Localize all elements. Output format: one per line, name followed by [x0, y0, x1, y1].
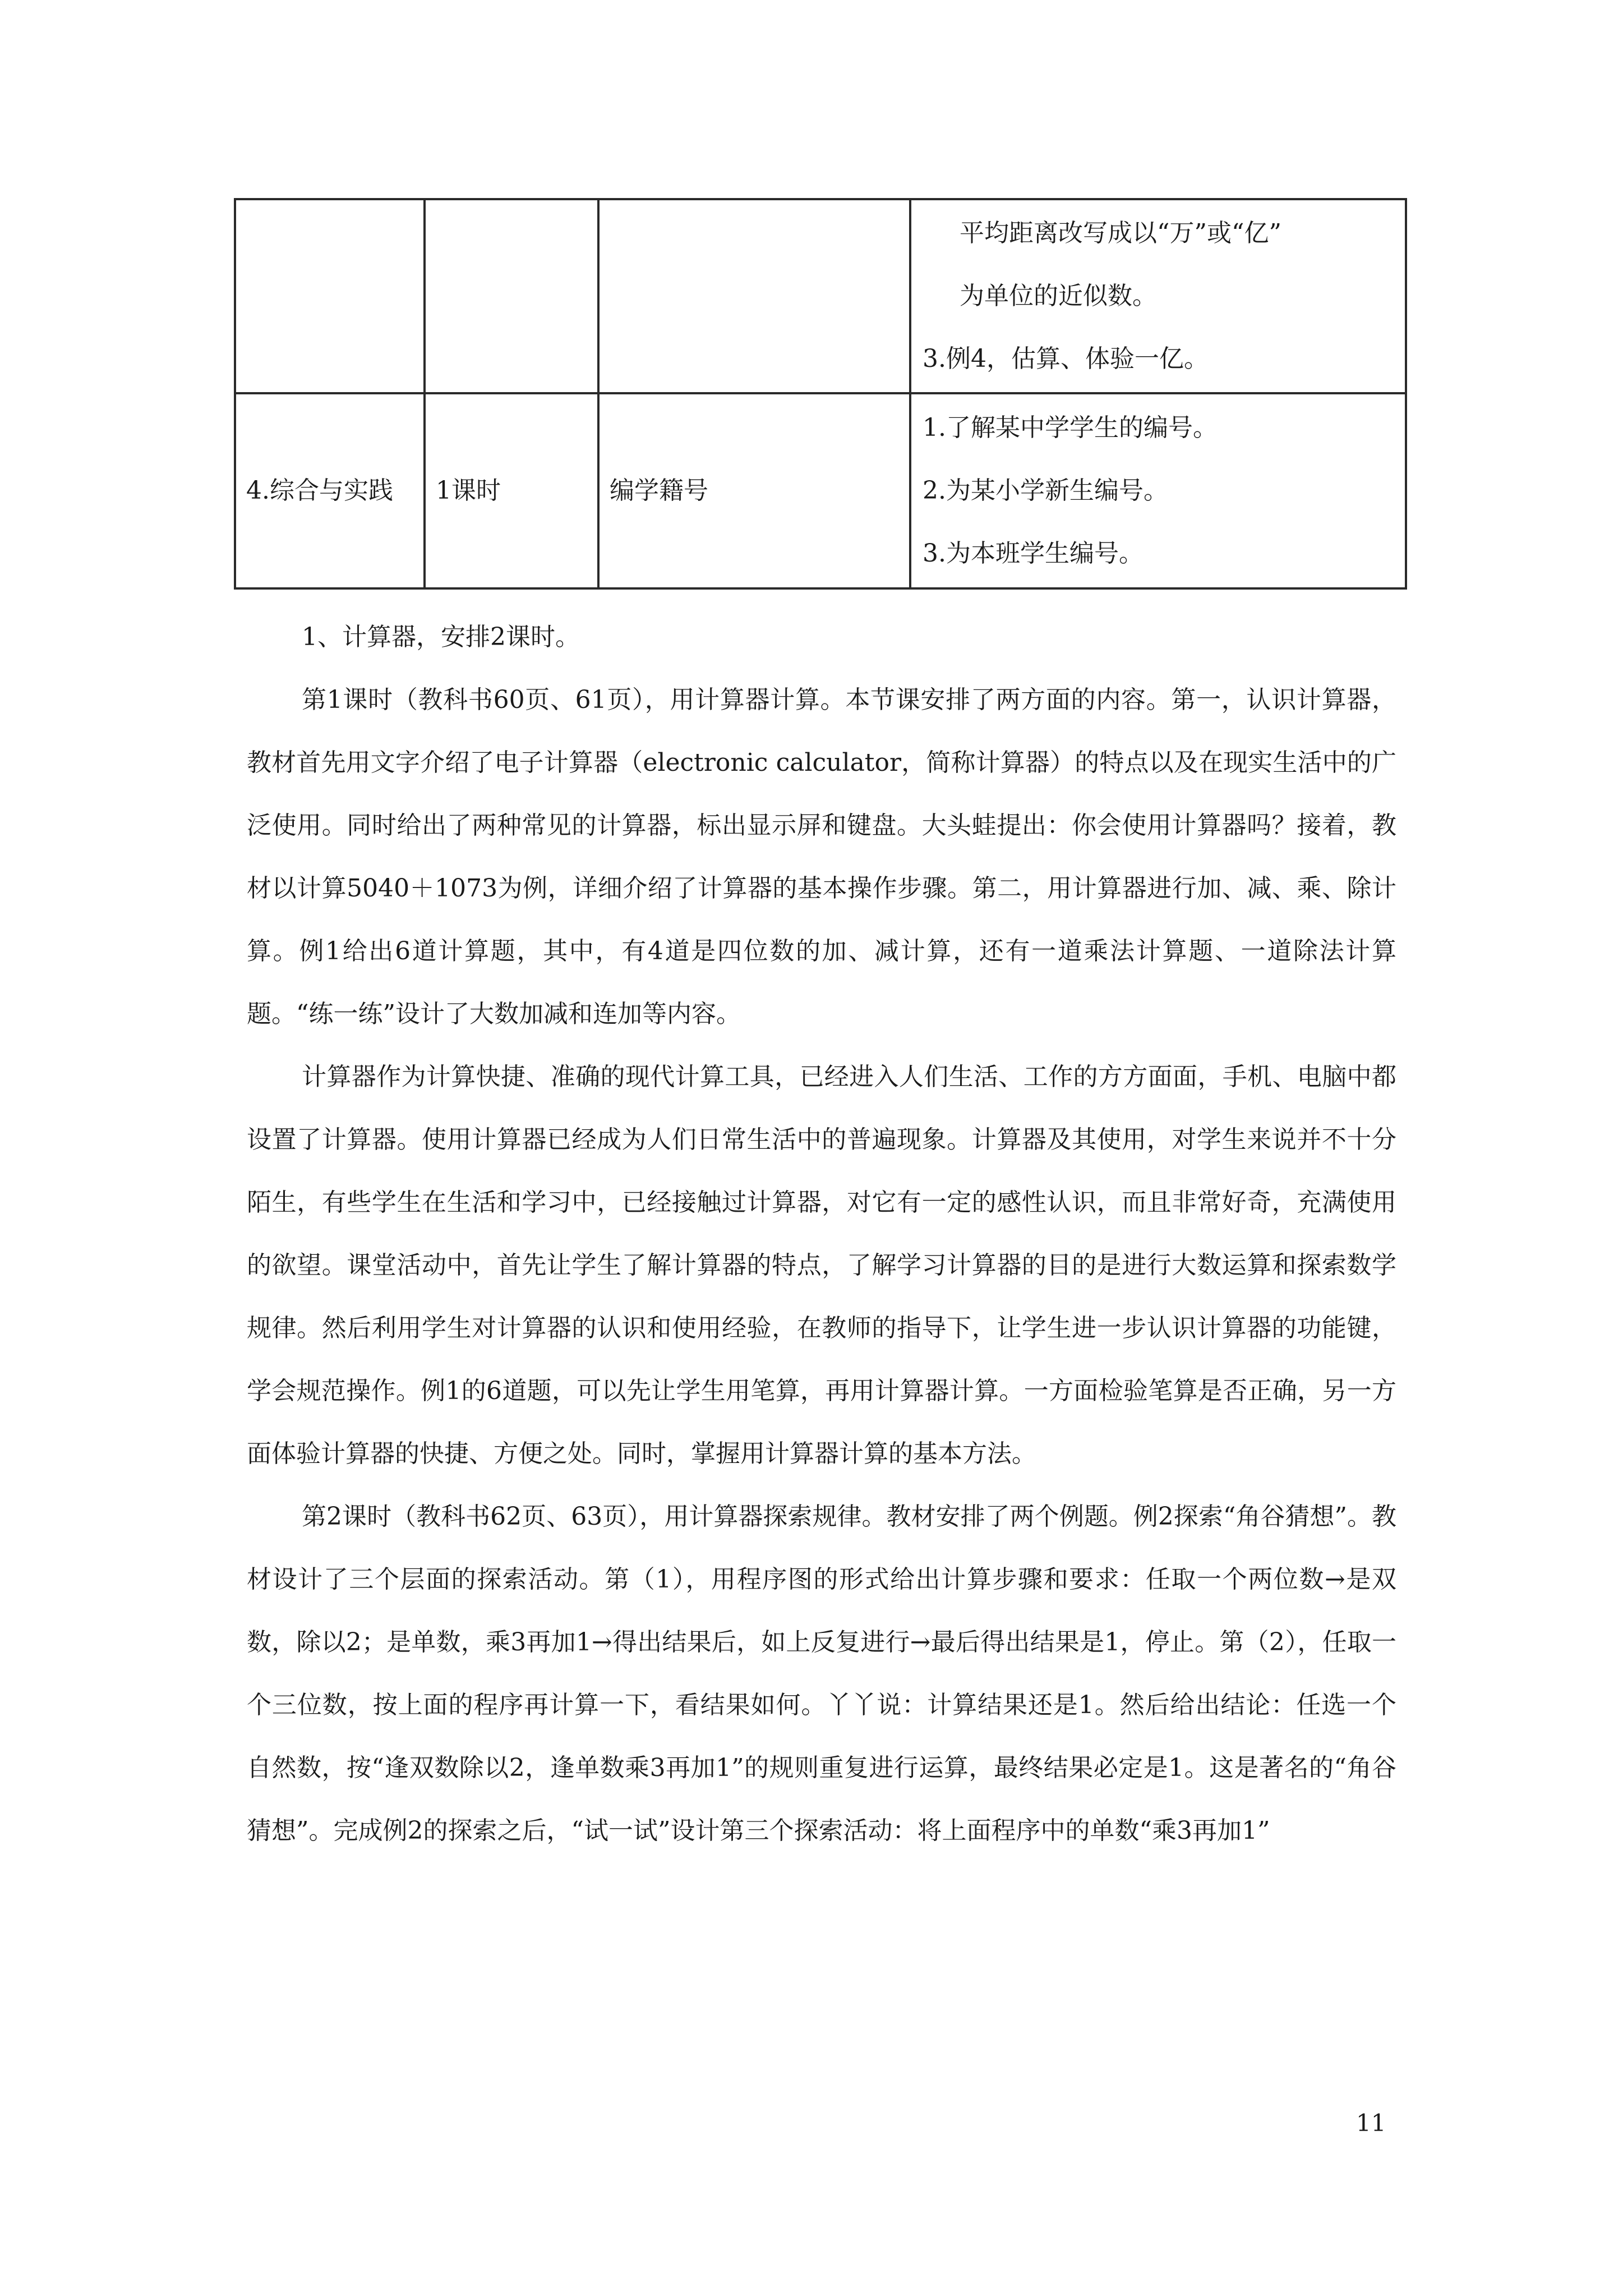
table-cell-content	[910, 199, 1406, 393]
content-line: 1.了解某中学学生的编号。	[923, 413, 1218, 442]
body-text	[247, 606, 1396, 1862]
table-cell-section: 4.综合与实践	[235, 393, 425, 588]
content-line: 3.例4，估算、体验一亿。	[923, 344, 1209, 373]
paragraph: 第2课时（教科书62页、63页），用计算器探索规律。教材安排了两个例题。例2探索“角谷猜想”。教材设计了三个层面的探索活动。第（1），用程序图的形式给出计算步骤和要求：任取一个两位数→是双数，除以2；是单数，乘3再加1→得出结果后，如上反复进行→最后得出结果是1，停止。第（2），任取一个三位数，按上面的程序再计算一下，看结果如何。丫丫说：计算结果还是1。然后给出结论：任选一个自然数，按“逢双数除以2，逢单数乘3再加1”的规则重复进行运算，最终结果必定是1。这是著名的“角谷猜想”。完成例2的探索之后，“试一试”设计第三个探索活动：将上面程序中的单数“乘3再加1”	[247, 1502, 1396, 1845]
paragraph: 计算器作为计算快捷、准确的现代计算工具，已经进入人们生活、工作的方方面面，手机、电脑中都设置了计算器。使用计算器已经成为人们日常生活中的普遍现象。计算器及其使用，对学生来说并不十分陌生，有些学生在生活和学习中，已经接触过计算器，对它有一定的感性认识，而且非常好奇，充满使用的欲望。课堂活动中，首先让学生了解计算器的特点，了解学习计算器的目的是进行大数运算和探索数学规律。然后利用学生对计算器的认识和使用经验，在教师的指导下，让学生进一步认识计算器的功能键，学会规范操作。例1的6道题，可以先让学生用笔算，再用计算器计算。一方面检验笔算是否正确，另一方面体验计算器的快捷、方便之处。同时，掌握用计算器计算的基本方法。	[247, 1062, 1396, 1468]
table-cell-hours	[425, 199, 598, 393]
content-line: 平均距离改写成以“万”或“亿”	[960, 219, 1281, 247]
table-cell-hours: 1课时	[425, 393, 598, 588]
content-line: 为单位的近似数。	[960, 282, 1157, 310]
table-row	[235, 199, 1406, 393]
table-cell-topic	[598, 199, 910, 393]
lesson-plan-table	[234, 198, 1407, 590]
table-row	[235, 393, 1406, 588]
table-cell-section	[235, 199, 425, 393]
table-cell-content	[910, 393, 1406, 588]
page-number: 11	[1356, 2109, 1386, 2137]
content-line: 3.为本班学生编号。	[923, 539, 1144, 568]
paragraph: 1、计算器，安排2课时。	[302, 623, 580, 651]
table-cell-topic: 编学籍号	[598, 393, 910, 588]
paragraph: 第1课时（教科书60页、61页），用计算器计算。本节课安排了两方面的内容。第一，认识计算器，教材首先用文字介绍了电子计算器（electronic calculator，简称计算器）的特点以及在现实生活中的广泛使用。同时给出了两种常见的计算器，标出显示屏和键盘。大头蛙提出：你会使用计算器吗？接着，教材以计算5040＋1073为例，详细介绍了计算器的基本操作步骤。第二，用计算器进行加、减、乘、除计算。例1给出6道计算题，其中，有4道是四位数的加、减计算，还有一道乘法计算题、一道除法计算题。“练一练”设计了大数加减和连加等内容。	[247, 685, 1396, 1028]
content-line: 2.为某小学新生编号。	[923, 476, 1168, 505]
